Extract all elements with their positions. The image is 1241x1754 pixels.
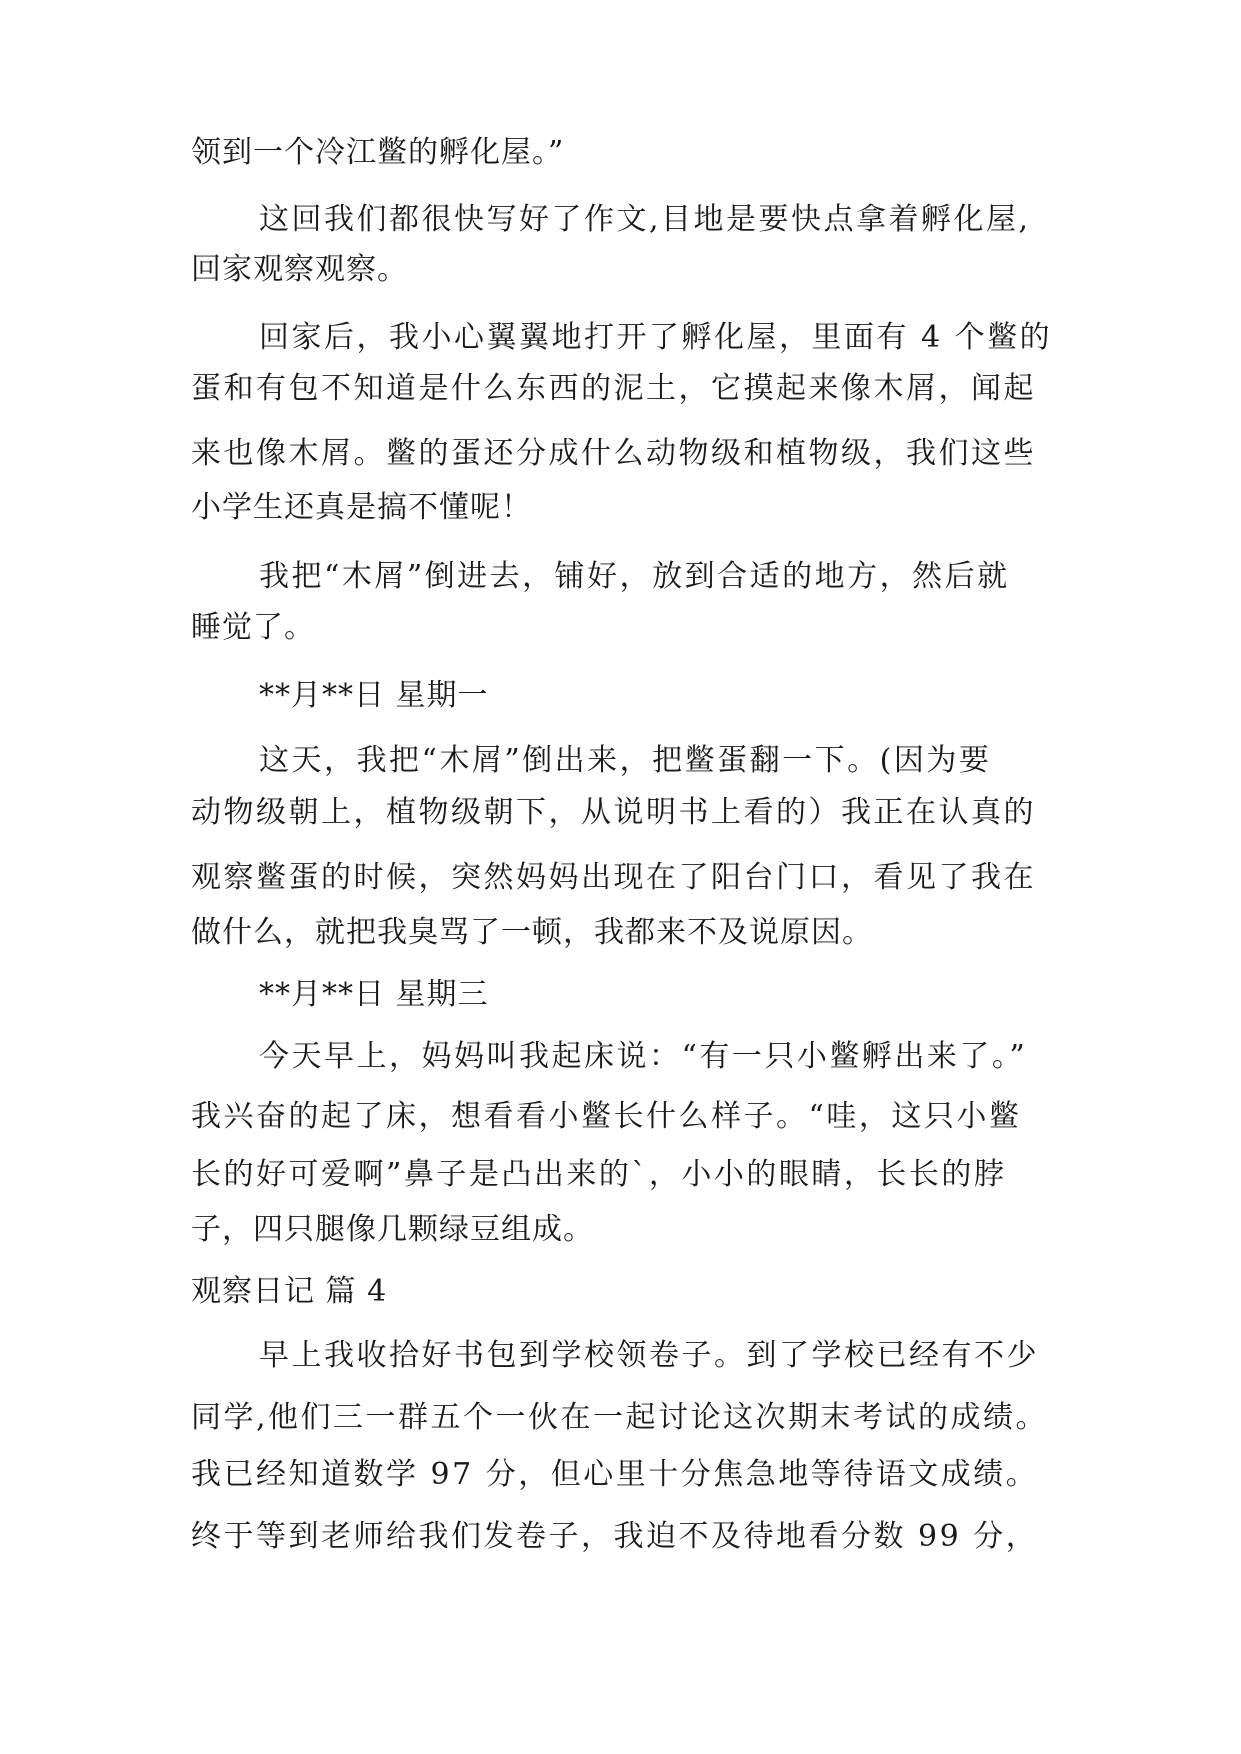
text-line: 来也像木屑。鳖的蛋还分成什么动物级和植物级，我们这些 <box>191 436 1036 471</box>
text-line: 做什么，就把我臭骂了一顿，我都来不及说原因。 <box>191 915 873 950</box>
paragraph-first-line: 这天，我把“木屑”倒出来，把鳖蛋翻一下。(因为要 <box>259 743 992 778</box>
text-line: 睡觉了。 <box>191 610 315 645</box>
text-line: 领到一个冷江鳖的孵化屋。” <box>191 135 565 170</box>
paragraph-first-line: 回家后，我小心翼翼地打开了孵化屋，里面有 4 个鳖的 <box>259 320 1053 355</box>
text-line: 小学生还真是搞不懂呢！ <box>191 490 532 525</box>
text-line: 长的好可爱啊”鼻子是凸出来的`，小小的眼睛，长长的脖 <box>191 1157 1007 1192</box>
paragraph-first-line: 我把“木屑”倒进去，铺好，放到合适的地方，然后就 <box>259 559 1010 594</box>
paragraph-first-line: 早上我收拾好书包到学校领卷子。到了学校已经有不少 <box>259 1338 1039 1373</box>
diary-date-heading: **月**日 星期一 <box>259 678 489 713</box>
paragraph-first-line: 今天早上，妈妈叫我起床说：“有一只小鳖孵出来了。” <box>259 1039 1028 1074</box>
paragraph-first-line: 这回我们都很快写好了作文,目地是要快点拿着孵化屋, <box>259 202 1031 237</box>
text-line: 子，四只腿像几颗绿豆组成。 <box>191 1212 594 1247</box>
text-line: 观察鳖蛋的时候，突然妈妈出现在了阳台门口，看见了我在 <box>191 860 1036 895</box>
text-line: 动物级朝上，植物级朝下，从说明书上看的）我正在认真的 <box>191 795 1036 830</box>
diary-date-heading: **月**日 星期三 <box>259 977 489 1012</box>
text-line: 终于等到老师给我们发卷子，我迫不及待地看分数 99 分， <box>191 1519 1039 1554</box>
text-line: 同学,他们三一群五个一伙在一起讨论这次期末考试的成绩。 <box>191 1400 1049 1435</box>
section-heading: 观察日记 篇 4 <box>191 1274 388 1309</box>
text-line: 蛋和有包不知道是什么东西的泥土，它摸起来像木屑，闻起 <box>191 371 1036 406</box>
text-line: 我兴奋的起了床，想看看小鳖长什么样子。“哇，这只小鳖 <box>191 1099 1022 1134</box>
text-line: 回家观察观察。 <box>191 252 408 287</box>
text-line: 我已经知道数学 97 分，但心里十分焦急地等待语文成绩。 <box>191 1457 1039 1492</box>
